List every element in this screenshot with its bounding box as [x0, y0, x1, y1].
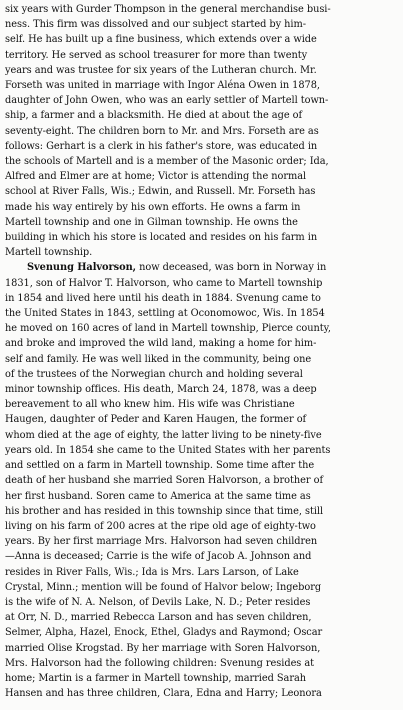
text-line: is the wife of N. A. Nelson, of Devils Lake, N. D.; Peter resides	[5, 596, 311, 608]
text-line: ness. This firm was dissolved and our subject started by him-	[5, 19, 306, 31]
text-line: death of her husband she married Soren Halvorson, a brother of	[5, 475, 324, 487]
text-line: whom died at the age of eighty, the latter living to be ninety-five	[5, 429, 322, 441]
text-line: seventy-eight. The children born to Mr. and Mrs. Forseth are as	[5, 125, 319, 137]
text-line: Martell township.	[5, 247, 93, 259]
biography-subject-name: Svenung Halvorson,	[27, 262, 137, 274]
text-line: and settled on a farm in Martell township. Some time after the	[5, 460, 315, 472]
text-line: in 1854 and lived here until his death in 1884. Svenung came to	[5, 292, 321, 304]
text-line: home; Martin is a farmer in Martell township, married Sarah	[5, 672, 307, 684]
text-line: building in which his store is located and resides on his farm in	[5, 232, 318, 244]
text-line: territory. He served as school treasurer for more than twenty	[5, 49, 308, 61]
text-line: years and was trustee for six years of the Lutheran church. Mr.	[5, 64, 317, 76]
text-line: Hansen and has three children, Clara, Edna and Harry; Leonora	[5, 688, 322, 700]
text-line: school at River Falls, Wis.; Edwin, and Russell. Mr. Forseth has	[5, 186, 316, 198]
text-line: the United States in 1843, settling at Oconomowoc, Wis. In 1854	[5, 308, 325, 320]
text-line: six years with Gurder Thompson in the general merchandise busi-	[5, 4, 331, 15]
text-line: Martell township and one in Gilman township. He owns the	[5, 216, 298, 228]
text-line: years. By her first marriage Mrs. Halvorson had seven children	[5, 536, 318, 548]
text-line	[5, 260, 399, 275]
text-line: bereavement to all who knew him. His wife was Christiane	[5, 399, 295, 411]
text-line: follows: Gerhart is a clerk in his father's store, was educated in	[5, 140, 318, 152]
text-line: he moved on 160 acres of land in Martell township, Pierce county,	[5, 323, 331, 335]
text-line: —Anna is deceased; Carrie is the wife of Jacob A. Johnson and	[5, 551, 312, 563]
text-line: and broke and improved the wild land, making a home for him-	[5, 338, 317, 350]
text-line: self and family. He was well liked in the community, being one	[5, 353, 312, 365]
text-line: Crystal, Minn.; mention will be found of Halvor below; Ingeborg	[5, 581, 322, 593]
text-line: Selmer, Alpha, Hazel, Enock, Ethel, Gladys and Raymond; Oscar	[5, 627, 323, 639]
text-line: ship, a farmer and a blacksmith. He died at about the age of	[5, 110, 303, 122]
text-line: resides in River Falls, Wis.; Ida is Mrs. Lars Larson, of Lake	[5, 566, 299, 578]
text-line: her first husband. Soren came to America at the same time as	[5, 490, 311, 502]
text-line: the schools of Martell and is a member of the Masonic order; Ida,	[5, 156, 329, 168]
text-line: self. He has built up a fine business, which extends over a wide	[5, 34, 317, 46]
text-line: Alfred and Elmer are at home; Victor is attending the normal	[5, 171, 307, 183]
text-line: daughter of John Owen, who was an early settler of Martell town-	[5, 95, 329, 107]
text-line: made his way entirely by his own efforts. He owns a farm in	[5, 201, 301, 213]
text-line: his brother and has resided in this township since that time, still	[5, 505, 324, 517]
text-line: Forseth was united in marriage with Ingor Aléna Owen in 1878,	[5, 80, 320, 92]
text-line: Mrs. Halvorson had the following children: Svenung resides at	[5, 657, 315, 669]
text-line: Haugen, daughter of Peder and Karen Haugen, the former of	[5, 414, 307, 426]
text-line: at Orr, N. D., married Rebecca Larson and has seven children,	[5, 612, 312, 624]
text-fragment: now deceased, was born in Norway in	[136, 262, 327, 274]
text-line: of the trustees of the Norwegian church and holding several	[5, 368, 303, 380]
halvorson-paragraph	[5, 260, 399, 701]
text-line: minor township offices. His death, March 24, 1878, was a deep	[5, 384, 317, 396]
text-line: 1831, son of Halvor T. Halvorson, who came to Martell township	[5, 277, 323, 289]
text-line: living on his farm of 200 acres at the ripe old age of eighty-two	[5, 520, 316, 532]
text-line: years old. In 1854 she came to the United States with her parents	[5, 444, 331, 456]
text-line: married Olise Krogstad. By her marriage with Soren Halvorson,	[5, 642, 321, 654]
forseth-paragraph	[5, 2, 399, 260]
